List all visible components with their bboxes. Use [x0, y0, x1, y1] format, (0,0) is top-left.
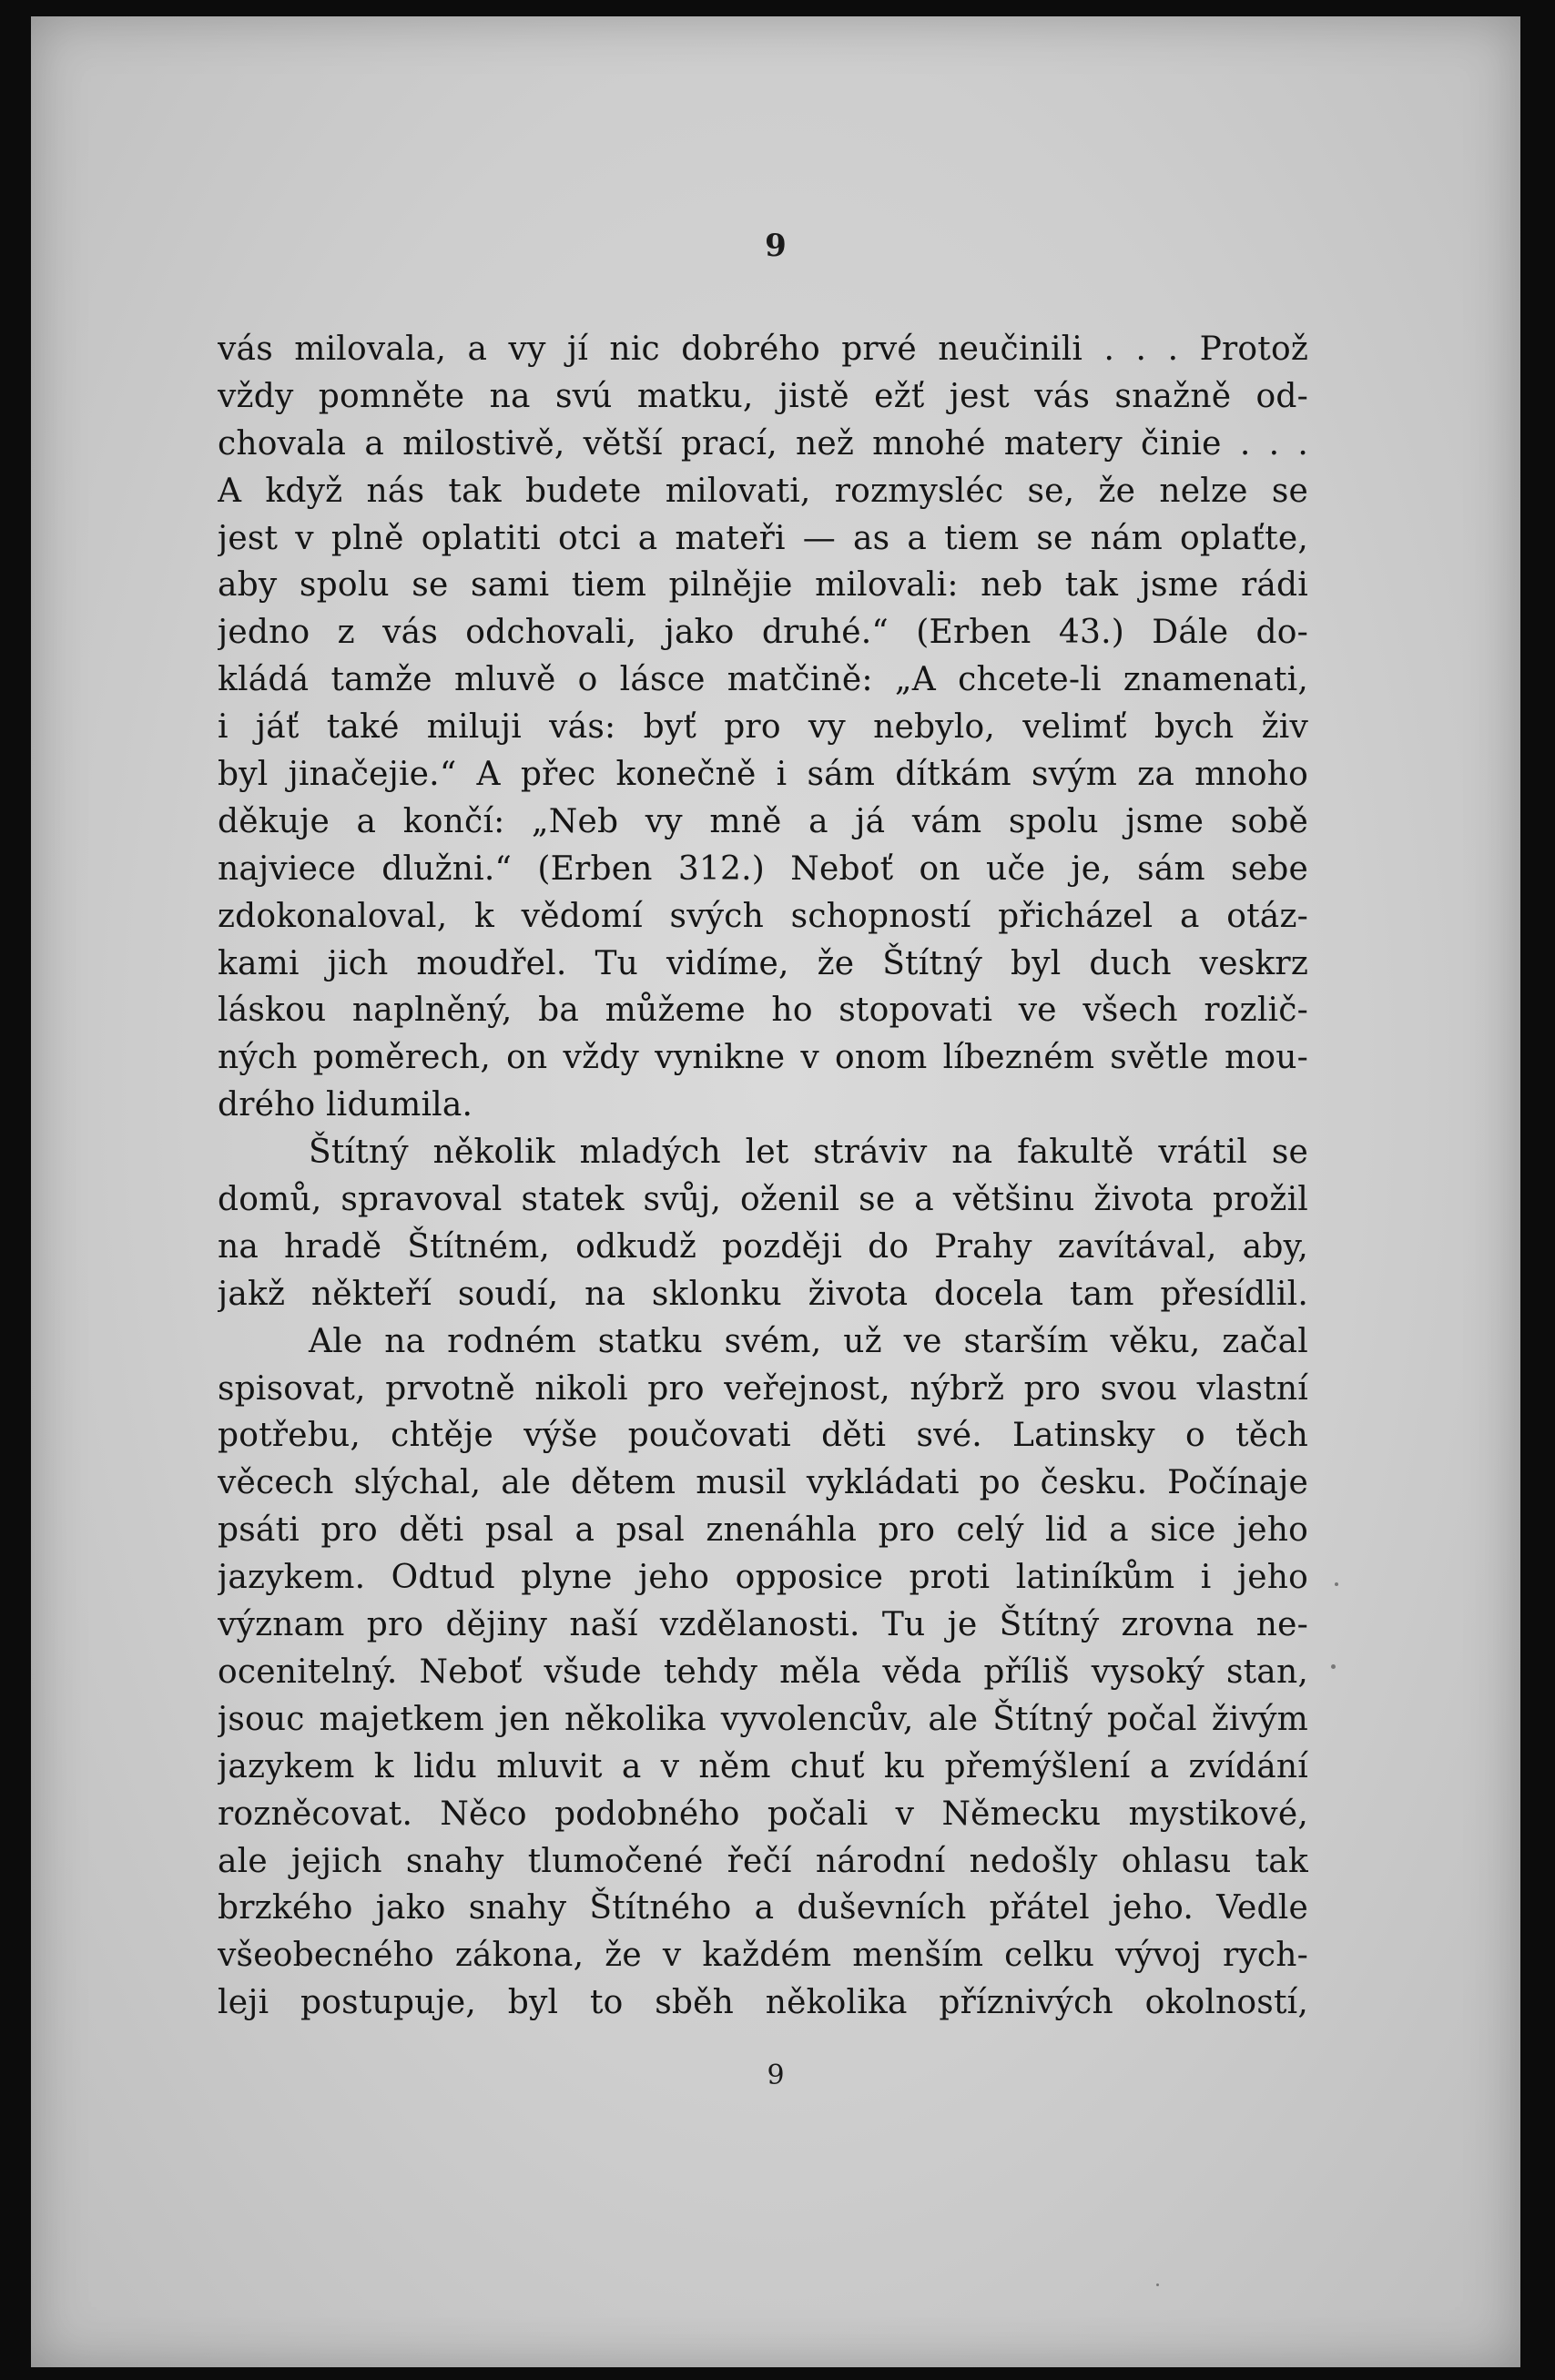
- text-line: byl jinačejie.“ A přec konečně i sám dítkám svým za mnoho: [218, 756, 1308, 794]
- text-line: leji postupuje, byl to sběh několika příznivých okolností,: [218, 1984, 1308, 2022]
- text-line: kládá tamže mluvě o lásce matčině: „A chcete-li znamenati,: [218, 661, 1308, 699]
- text-line: drého lidumila.: [218, 1086, 473, 1124]
- text-line: domů, spravoval statek svůj, oženil se a většinu života prožil: [218, 1181, 1308, 1219]
- text-line: láskou naplněný, ba můžeme ho stopovati ve všech rozlič-: [218, 992, 1308, 1030]
- text-line: všeobecného zákona, že v každém menším celku vývoj rych-: [218, 1937, 1308, 1975]
- text-line: Ale na rodném statku svém, už ve starším věku, začal: [309, 1322, 1308, 1360]
- text-line: chovala a milostivě, větší prací, než mnohé matery činie . . .: [218, 424, 1308, 463]
- text-line: potřebu, chtěje výše poučovati děti své. Latinsky o těch: [218, 1417, 1308, 1455]
- scan-speck: [1156, 2283, 1159, 2286]
- text-line: kami jich moudřel. Tu vidíme, že Štítný byl duch veskrz: [218, 944, 1308, 982]
- paragraph-2: [218, 1129, 1308, 1318]
- text-line: zdokonaloval, k vědomí svých schopností přicházel a otáz-: [218, 897, 1308, 935]
- paragraph-3: [218, 1318, 1308, 2027]
- text-line: i jáť také miluji vás: byť pro vy nebylo, velimť bych živ: [218, 708, 1308, 747]
- text-line: rozněcovat. Něco podobného počali v Německu mystikové,: [218, 1795, 1308, 1833]
- text-line: význam pro dějiny naší vzdělanosti. Tu je Štítný zrovna ne-: [218, 1606, 1308, 1644]
- body-text: [218, 326, 1308, 2027]
- text-line: jedno z vás odchovali, jako druhé.“ (Erben 43.) Dále do-: [218, 614, 1308, 652]
- text-line: jazykem k lidu mluvit a v něm chuť ku přemýšlení a zvídání: [218, 1747, 1308, 1785]
- page-number-footer: 9: [767, 2060, 785, 2091]
- text-line: na hradě Štítném, odkudž později do Prahy zavítával, aby,: [218, 1227, 1308, 1266]
- text-line: jest v plně oplatiti otci a mateři — as a tiem se nám oplaťte,: [218, 519, 1308, 557]
- text-line: věcech slýchal, ale dětem musil vykládati po česku. Počínaje: [218, 1464, 1308, 1502]
- scan-speck: [1331, 1664, 1336, 1669]
- text-line: psáti pro děti psal a psal znenáhla pro celý lid a sice jeho: [218, 1511, 1308, 1550]
- text-line: vždy pomněte na svú matku, jistě ežť jest vás snažně od-: [218, 377, 1308, 415]
- text-line: jsouc majetkem jen několika vyvolencův, ale Štítný počal živým: [218, 1700, 1308, 1738]
- text-line: aby spolu se sami tiem pilnějie milovali: neb tak jsme rádi: [218, 566, 1308, 605]
- text-line: ale jejich snahy tlumočené řečí národní nedošly ohlasu tak: [218, 1842, 1308, 1880]
- text-line: jakž někteří soudí, na sklonku života docela tam přesídlil.: [218, 1275, 1308, 1313]
- text-line: jazykem. Odtud plyne jeho opposice proti latiníkům i jeho: [218, 1559, 1308, 1597]
- paragraph-1: [218, 326, 1308, 1129]
- text-line: spisovat, prvotně nikoli pro veřejnost, nýbrž pro svou vlastní: [218, 1369, 1308, 1408]
- text-line: ocenitelný. Neboť všude tehdy měla věda příliš vysoký stan,: [218, 1653, 1308, 1691]
- text-line: Štítný několik mladých let stráviv na fakultě vrátil se: [309, 1134, 1308, 1172]
- scan-speck: [1335, 1582, 1338, 1586]
- text-line: najviece dlužni.“ (Erben 312.) Neboť on uče je, sám sebe: [218, 849, 1308, 888]
- text-line: A když nás tak budete milovati, rozmysléc se, že nelze se: [218, 472, 1308, 510]
- text-line: vás milovala, a vy jí nic dobrého prvé neučinili . . . Protož: [218, 331, 1308, 368]
- page-number-header: 9: [765, 228, 787, 264]
- scanned-page: [31, 16, 1520, 2367]
- text-line: děkuje a končí: „Neb vy mně a já vám spolu jsme sobě: [218, 802, 1308, 840]
- text-line: brzkého jako snahy Štítného a duševních přátel jeho. Vedle: [218, 1889, 1308, 1927]
- text-line: ných poměrech, on vždy vynikne v onom líbezném světle mou-: [218, 1039, 1308, 1077]
